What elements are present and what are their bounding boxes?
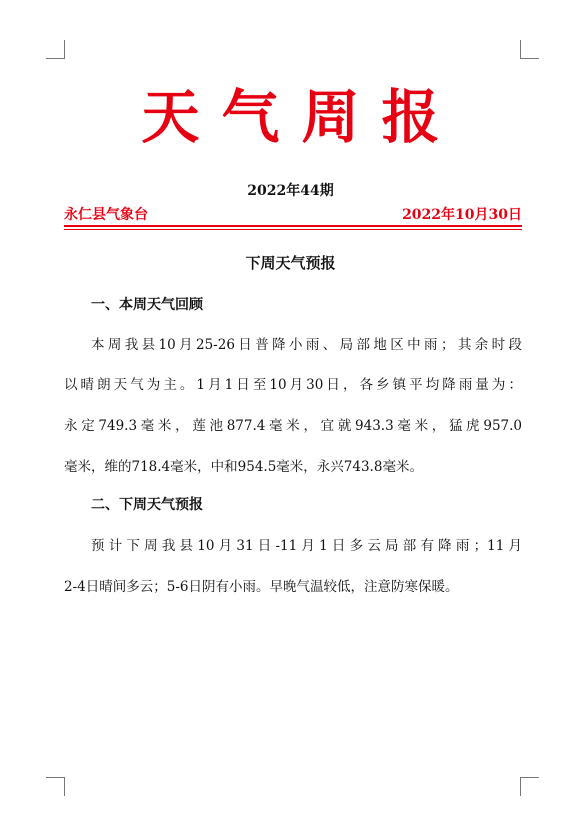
forecast-paragraph-line: 2-4日晴间多云；5-6日阴有小雨。早晚气温较低，注意防寒保暖。 (64, 579, 459, 595)
document-title: 下周天气预报 (245, 254, 336, 272)
forecast-paragraph-line: 预计下周我县10月31日-11月1日多云局部有降雨；11月 (91, 538, 522, 554)
page-corner-mark-bottom-right (520, 777, 539, 796)
publish-date: 2022年10月30日 (402, 207, 522, 223)
section-heading-forecast: 二、下周天气预报 (91, 497, 203, 513)
header-divider-thick (64, 225, 522, 227)
page-corner-mark-bottom-left (46, 777, 65, 796)
review-paragraph-line: 永定749.3毫米，莲池877.4毫米，宜就943.3毫米，猛虎957.0 (64, 418, 522, 434)
section-heading-review: 一、本周天气回顾 (91, 297, 203, 313)
dateline (64, 204, 522, 224)
review-paragraph-line: 本周我县10月25-26日普降小雨、局部地区中雨；其余时段 (91, 337, 522, 353)
issue-number: 2022年44期 (247, 183, 334, 199)
page-corner-mark-top-right (520, 40, 539, 59)
header-divider-thin (64, 229, 522, 230)
publisher-name: 永仁县气象台 (64, 207, 148, 223)
review-paragraph-line: 毫米，维的718.4毫米，中和954.5毫米，永兴743.8毫米。 (64, 459, 423, 475)
review-paragraph-line: 以晴朗天气为主。1月1日至10月30日，各乡镇平均降雨量为： (64, 377, 522, 393)
page-corner-mark-top-left (46, 40, 65, 59)
masthead-title: 天气周报 (141, 83, 462, 151)
